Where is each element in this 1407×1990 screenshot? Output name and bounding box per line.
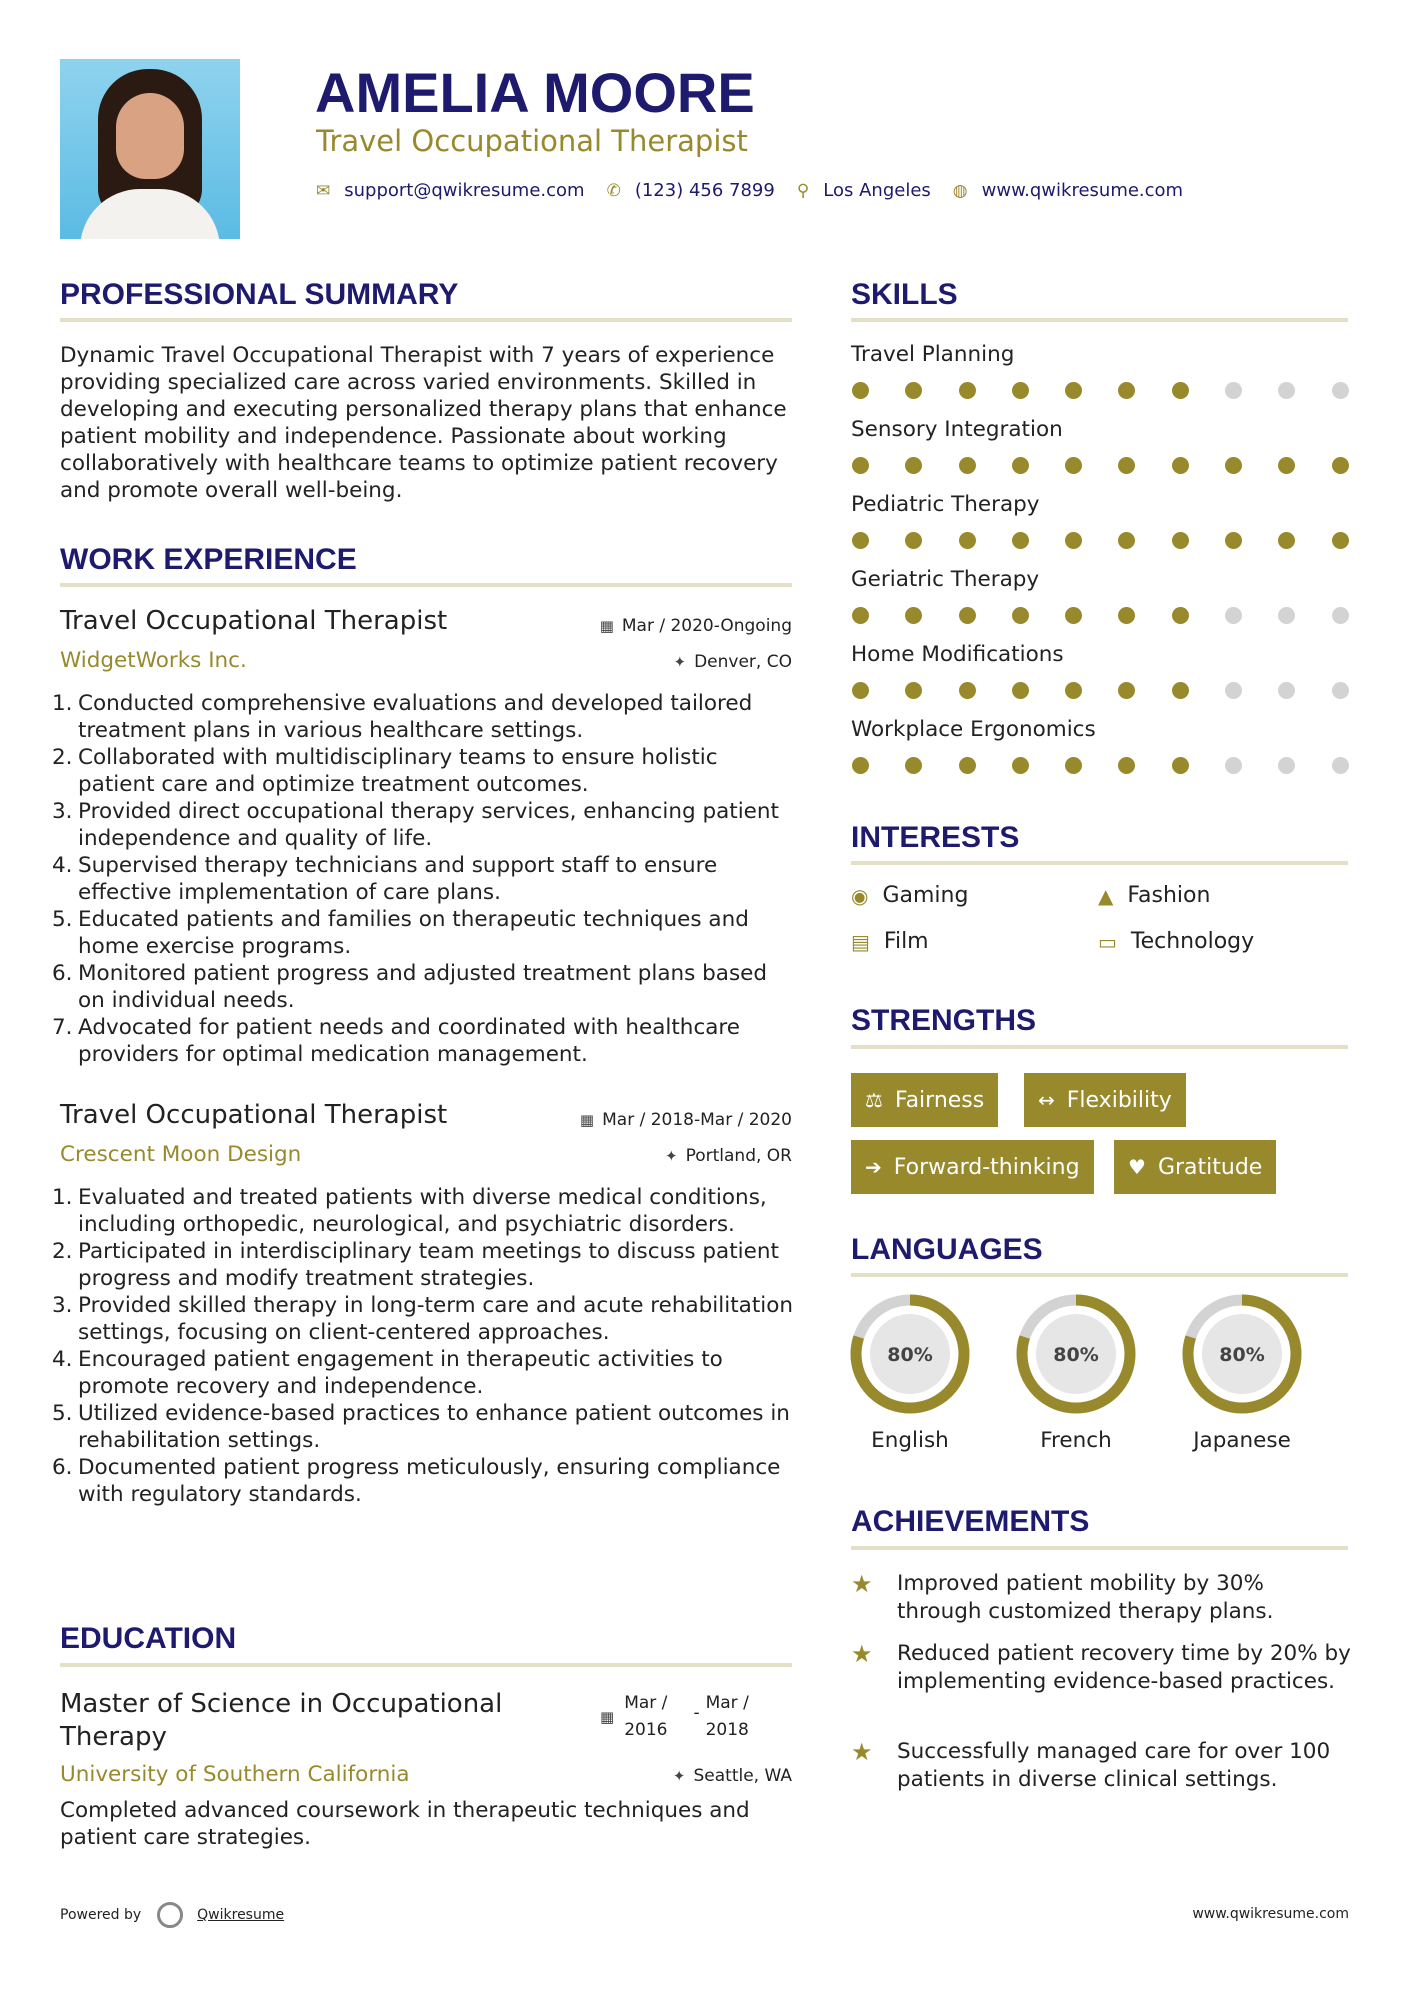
language-name: French: [1040, 1428, 1112, 1453]
job-bullet: [52, 690, 798, 744]
rating-dot-filled: [1278, 532, 1295, 549]
job-bullet: [52, 1400, 798, 1454]
skill-name: Travel Planning: [851, 342, 1015, 367]
envelope-icon: ✉: [316, 180, 331, 201]
strengths-divider: [851, 1045, 1348, 1049]
job-bullet: [52, 1292, 798, 1346]
bullet-number: 3.: [52, 799, 73, 824]
language-item: [1180, 1292, 1304, 1453]
rating-dot-filled: [1172, 757, 1189, 774]
rating-dot-empty: [1225, 682, 1242, 699]
rating-dot-filled: [852, 382, 869, 399]
rating-dot-empty: [1225, 757, 1242, 774]
interest-item: ▤ Film: [851, 929, 929, 954]
rating-dot-filled: [1065, 682, 1082, 699]
rating-dot-filled: [1172, 682, 1189, 699]
job-bullet: [52, 906, 798, 960]
rating-dot-empty: [1278, 382, 1295, 399]
heart-icon: ♥: [1128, 1155, 1146, 1179]
job-bullet: [52, 960, 798, 1014]
bullet-number: 2.: [52, 745, 73, 770]
rating-dot-empty: [1278, 607, 1295, 624]
job-bullet: [52, 744, 798, 798]
rating-dot-filled: [1012, 382, 1029, 399]
job-location: ✦ Portland, OR: [665, 1146, 792, 1166]
star-icon: ★: [851, 1640, 873, 1668]
contact-email[interactable]: support@qwikresume.com: [344, 180, 585, 201]
rating-dot-filled: [1118, 757, 1135, 774]
skills-divider: [851, 318, 1348, 322]
job-bullet: [52, 1346, 798, 1400]
education-divider: [60, 1663, 792, 1667]
film-icon: ▤: [851, 929, 870, 954]
language-donut: [1180, 1292, 1304, 1416]
rating-dot-filled: [1012, 607, 1029, 624]
skill-name: Workplace Ergonomics: [851, 717, 1096, 742]
phone-icon: ✆: [606, 180, 621, 201]
skill-name: Pediatric Therapy: [851, 492, 1040, 517]
job-bullets: [52, 690, 798, 1068]
summary-divider: [60, 318, 792, 322]
donut-label: 80%: [887, 1344, 933, 1366]
strength-tag: ➔ Forward-thinking: [851, 1140, 1094, 1194]
skills-heading: SKILLS: [851, 278, 958, 311]
rating-dot-empty: [1332, 682, 1349, 699]
skill-name: Geriatric Therapy: [851, 567, 1040, 592]
pushpin-icon: ✦: [673, 653, 687, 671]
rating-dot-filled: [905, 682, 922, 699]
rating-dot-filled: [852, 607, 869, 624]
contact-location: Los Angeles: [823, 180, 931, 201]
rating-dot-filled: [1225, 532, 1242, 549]
skill-rating: [852, 532, 1385, 549]
job-dates: ▦ Mar / 2018-Mar / 2020: [579, 1110, 792, 1130]
job-bullet: [52, 798, 798, 852]
pushpin-icon: ✦: [665, 1147, 678, 1165]
strength-tag: ♥ Gratitude: [1114, 1140, 1276, 1194]
skill-name: Home Modifications: [851, 642, 1064, 667]
rating-dot-filled: [852, 757, 869, 774]
bullet-text: Documented patient progress meticulously, ensuring compliance with regulatory standards.: [78, 1455, 781, 1507]
rating-dot-filled: [959, 532, 976, 549]
rating-dot-filled: [1118, 607, 1135, 624]
rating-dot-empty: [1332, 757, 1349, 774]
bullet-number: 2.: [52, 1239, 73, 1264]
skill-rating: [852, 607, 1385, 624]
bullet-text: Supervised therapy technicians and support staff to ensure effective implementation of care plans.: [78, 853, 718, 905]
interest-item: ▭ Technology: [1098, 929, 1255, 954]
rating-dot-filled: [905, 757, 922, 774]
rating-dot-filled: [1118, 532, 1135, 549]
interests-divider: [851, 861, 1348, 865]
arrows-horizontal-icon: ↔: [1038, 1088, 1055, 1112]
achievements-divider: [851, 1546, 1348, 1550]
job-company: WidgetWorks Inc.: [60, 648, 247, 673]
candidate-title: Travel Occupational Therapist: [316, 124, 748, 158]
footer-url[interactable]: www.qwikresume.com: [1192, 1906, 1349, 1922]
bullet-text: Participated in interdisciplinary team meetings to discuss patient progress and modify treatment strategies.: [78, 1239, 779, 1291]
achievement-item: ★ Improved patient mobility by 30% through customized therapy plans.: [851, 1570, 1274, 1624]
contact-bar: [316, 180, 1205, 201]
rating-dot-filled: [1172, 382, 1189, 399]
rating-dot-filled: [905, 532, 922, 549]
skill-rating: [852, 457, 1385, 474]
rating-dot-filled: [1012, 457, 1029, 474]
interest-item: ◉ Gaming: [851, 883, 969, 908]
achievement-item: ★ Reduced patient recovery time by 20% by implementing evidence-based practices.: [851, 1640, 1351, 1694]
achievements-heading: ACHIEVEMENTS: [851, 1505, 1090, 1538]
job-title: Travel Occupational Therapist: [60, 1100, 448, 1130]
job-bullet: [52, 1184, 798, 1238]
rating-dot-filled: [959, 607, 976, 624]
skill-rating: [852, 682, 1385, 699]
summary-text: Dynamic Travel Occupational Therapist with 7 years of experience providing specialized care across varied environments. Skilled in developing and executing personalized therapy plans that enhance patient mobility and independence. Passionate about working collaboratively with healthcare teams to optimize patient recovery and promote overall well-being.: [60, 343, 787, 503]
strengths-heading: STRENGTHS: [851, 1004, 1037, 1037]
language-donut: [848, 1292, 972, 1416]
job-bullets: [52, 1184, 798, 1508]
rating-dot-filled: [905, 607, 922, 624]
rating-dot-filled: [1172, 457, 1189, 474]
language-item: [848, 1292, 972, 1453]
balance-scale-icon: ⚖: [865, 1088, 883, 1112]
rating-dot-filled: [852, 532, 869, 549]
bullet-number: 6.: [52, 961, 73, 986]
star-icon: ★: [851, 1570, 873, 1598]
rating-dot-empty: [1332, 607, 1349, 624]
education-description: Completed advanced coursework in therapeutic techniques and patient care strategies.: [60, 1798, 750, 1850]
rating-dot-filled: [1172, 532, 1189, 549]
rating-dot-filled: [1332, 532, 1349, 549]
rating-dot-filled: [1332, 457, 1349, 474]
bullet-number: 5.: [52, 1401, 73, 1426]
donut-label: 80%: [1219, 1344, 1265, 1366]
language-name: English: [871, 1428, 949, 1453]
job-bullet: [52, 1454, 798, 1508]
bullet-number: 1.: [52, 691, 73, 716]
job-bullet: [52, 852, 798, 906]
skill-name: Sensory Integration: [851, 417, 1063, 442]
rating-dot-filled: [1118, 457, 1135, 474]
shopping-bag-icon: ▲: [1098, 883, 1114, 908]
calendar-icon: ▦: [600, 1708, 615, 1726]
rating-dot-filled: [1065, 532, 1082, 549]
rating-dot-empty: [1225, 382, 1242, 399]
rating-dot-filled: [1172, 607, 1189, 624]
rating-dot-filled: [1065, 607, 1082, 624]
rating-dot-filled: [1012, 757, 1029, 774]
arrow-right-icon: ➔: [865, 1155, 882, 1179]
profile-photo: [60, 59, 240, 239]
bullet-text: Provided direct occupational therapy services, enhancing patient independence and quality of life.: [78, 799, 779, 851]
strength-tag: ↔ Flexibility: [1024, 1073, 1186, 1127]
bullet-text: Evaluated and treated patients with diverse medical conditions, including orthopedic, neurological, and psychiatric disorders.: [78, 1185, 767, 1237]
map-marker-icon: ⚲: [796, 180, 810, 201]
rating-dot-filled: [959, 757, 976, 774]
bullet-number: 4.: [52, 1347, 73, 1372]
strength-tag: ⚖ Fairness: [851, 1073, 998, 1127]
job-dates: ▦ Mar / 2020-Ongoing: [599, 616, 792, 636]
job-location: ✦ Denver, CO: [673, 652, 792, 672]
rating-dot-filled: [1118, 382, 1135, 399]
skill-rating: [852, 757, 1385, 774]
job-bullet: [52, 1238, 798, 1292]
bullet-number: 5.: [52, 907, 73, 932]
skill-rating: [852, 382, 1385, 399]
summary-heading: PROFESSIONAL SUMMARY: [60, 278, 459, 311]
rating-dot-empty: [1278, 757, 1295, 774]
education-dates: ▦ Mar / 2016 - Mar / 2018: [600, 1690, 749, 1744]
interests-heading: INTERESTS: [851, 821, 1020, 854]
bullet-text: Collaborated with multidisciplinary teams to ensure holistic patient care and optimize treatment outcomes.: [78, 745, 718, 797]
job-bullet: [52, 1014, 798, 1068]
rating-dot-empty: [1225, 607, 1242, 624]
degree-title: Master of Science in Occupational Therapy: [60, 1689, 503, 1752]
rating-dot-filled: [959, 682, 976, 699]
bullet-text: Educated patients and families on therapeutic techniques and home exercise programs.: [78, 907, 749, 959]
language-item: [1014, 1292, 1138, 1453]
interest-item: ▲ Fashion: [1098, 883, 1211, 908]
language-name: Japanese: [1193, 1428, 1291, 1453]
bullet-text: Utilized evidence-based practices to enhance patient outcomes in rehabilitation settings.: [78, 1401, 790, 1453]
rating-dot-empty: [1332, 382, 1349, 399]
contact-phone[interactable]: (123) 456 7899: [634, 180, 775, 201]
bullet-text: Advocated for patient needs and coordinated with healthcare providers for optimal medication management.: [78, 1015, 741, 1067]
rating-dot-filled: [1065, 457, 1082, 474]
gamepad-icon: ◉: [851, 883, 869, 908]
rating-dot-filled: [959, 457, 976, 474]
experience-divider: [60, 583, 792, 587]
globe-icon: ◍: [952, 180, 968, 201]
rating-dot-filled: [1225, 457, 1242, 474]
rating-dot-empty: [1278, 682, 1295, 699]
experience-heading: WORK EXPERIENCE: [60, 543, 357, 576]
star-icon: ★: [851, 1738, 873, 1766]
rating-dot-filled: [1278, 457, 1295, 474]
bullet-number: 4.: [52, 853, 73, 878]
education-heading: EDUCATION: [60, 1622, 237, 1655]
rating-dot-filled: [852, 682, 869, 699]
bullet-number: 3.: [52, 1293, 73, 1318]
rating-dot-filled: [905, 457, 922, 474]
bullet-text: Provided skilled therapy in long-term care and acute rehabilitation settings, focusing on client-centered approaches.: [78, 1293, 794, 1345]
candidate-name: AMELIA MOORE: [315, 61, 755, 124]
languages-divider: [851, 1273, 1348, 1277]
calendar-icon: ▦: [579, 1111, 595, 1129]
rating-dot-filled: [1012, 682, 1029, 699]
rating-dot-filled: [1065, 757, 1082, 774]
rating-dot-filled: [1065, 382, 1082, 399]
rating-dot-filled: [959, 382, 976, 399]
contact-website[interactable]: www.qwikresume.com: [981, 180, 1184, 201]
rating-dot-filled: [905, 382, 922, 399]
job-company: Crescent Moon Design: [60, 1142, 302, 1167]
education-location: ✦ Seattle, WA: [672, 1766, 792, 1786]
rating-dot-filled: [1118, 682, 1135, 699]
language-donut: [1014, 1292, 1138, 1416]
laptop-icon: ▭: [1098, 929, 1117, 954]
languages-heading: LANGUAGES: [851, 1233, 1043, 1266]
rating-dot-filled: [1012, 532, 1029, 549]
donut-label: 80%: [1053, 1344, 1099, 1366]
school-name: University of Southern California: [60, 1762, 410, 1787]
bullet-text: Conducted comprehensive evaluations and developed tailored treatment plans in various healthcare settings.: [78, 691, 753, 743]
calendar-icon: ▦: [599, 617, 614, 635]
bullet-number: 1.: [52, 1185, 73, 1210]
achievement-item: ★ Successfully managed care for over 100 patients in diverse clinical settings.: [851, 1738, 1331, 1792]
footer-brand-link[interactable]: Qwikresume: [197, 1907, 285, 1923]
pushpin-icon: ✦: [672, 1767, 686, 1785]
job-title: Travel Occupational Therapist: [60, 606, 448, 636]
bullet-number: 6.: [52, 1455, 73, 1480]
footer-powered-by: Powered by Qwikresume: [60, 1902, 284, 1928]
rating-dot-filled: [852, 457, 869, 474]
bullet-text: Encouraged patient engagement in therapeutic activities to promote recovery and independence.: [78, 1347, 723, 1399]
bullet-text: Monitored patient progress and adjusted treatment plans based on individual needs.: [78, 961, 768, 1013]
qwikresume-logo-icon: [157, 1902, 183, 1928]
bullet-number: 7.: [52, 1015, 73, 1040]
